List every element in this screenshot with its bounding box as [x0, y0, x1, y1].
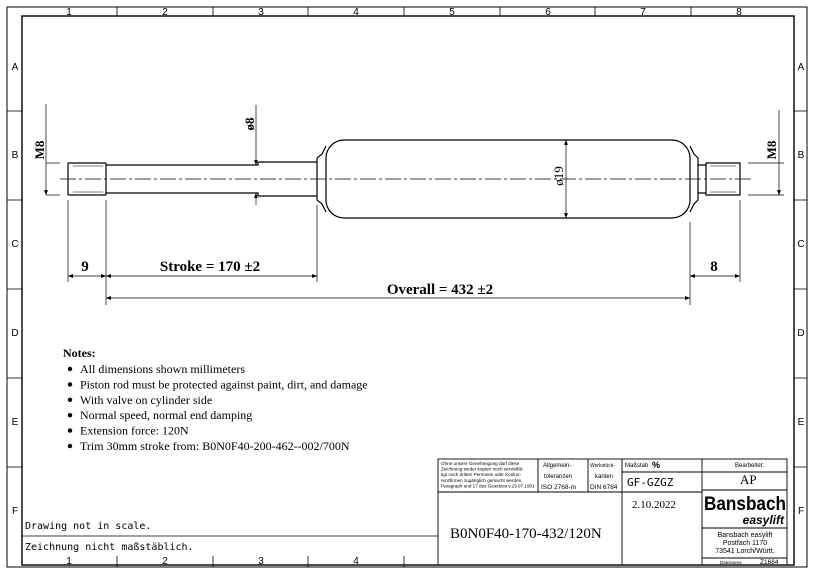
scale-note-en: Drawing not in scale.	[25, 521, 152, 532]
editor-label: Bearbeitet:	[735, 463, 765, 469]
zone-col-top-3: 3	[258, 7, 264, 18]
zone-col-bottom-2: 2	[162, 556, 168, 567]
copyright-line: tigt noch dritten Personen oder Konkur-	[441, 472, 522, 478]
zone-col-bottom-1: 1	[66, 556, 72, 567]
zone-col-top-4: 4	[353, 7, 359, 18]
zone-col-bottom-4: 4	[353, 556, 359, 567]
copyright-line: renzfirmen zugänglich gemacht werden.	[441, 477, 523, 483]
zone-col-top-6: 6	[545, 7, 551, 18]
copyright-line: Paragraph und 17 des Gesetzes v.19.07.1901	[441, 483, 535, 489]
dim-cylinder-diameter: ø19	[551, 166, 566, 186]
dim-rod-thread-length: 9	[81, 259, 89, 275]
copyright-line: Zeichnung weder kopiert noch vervielfäl-	[441, 466, 524, 472]
edge-label-1: Werkstück-	[590, 463, 615, 469]
editor-value: AP	[740, 472, 757, 487]
dimension-lines	[46, 104, 784, 305]
zone-row-left-F: F	[11, 506, 19, 517]
notes-list	[68, 362, 368, 453]
zone-col-top-2: 2	[162, 7, 168, 18]
copyright-line: Ohne unsere Genehmigung darf diese	[441, 461, 520, 466]
scale-note-de: Zeichnung nicht maßstäblich.	[25, 542, 194, 553]
dim-rod-diameter: ø8	[242, 117, 257, 131]
tolerance-label-1: Allgemein-	[543, 463, 572, 469]
zone-row-left-B: B	[11, 150, 19, 161]
zone-col-bottom-3: 3	[258, 556, 264, 567]
note-bullet	[68, 398, 72, 402]
note-item: Trim 30mm stroke from: B0N0F40-200-462--002/700N	[80, 439, 350, 453]
dim-stroke: Stroke = 170 ±2	[159, 259, 261, 275]
address-line: 73541 Lorch/Württ.	[715, 548, 775, 555]
note-bullet	[68, 428, 72, 432]
material: GF-GZGZ	[627, 476, 674, 489]
zone-row-right-C: C	[797, 239, 805, 250]
note-bullet	[68, 413, 72, 417]
notes-block	[63, 346, 368, 453]
part-number: B0N0F40-170-432/120N	[450, 526, 602, 542]
notes-heading: Notes:	[63, 346, 96, 360]
zone-row-right-B: B	[797, 150, 805, 161]
note-bullet	[68, 382, 72, 386]
note-item: Normal speed, normal end damping	[80, 408, 253, 423]
zone-row-right-D: D	[797, 328, 805, 339]
title-block-copyright	[441, 461, 535, 488]
zone-col-top-8: 8	[736, 7, 742, 18]
brand-logo: easylift	[742, 513, 784, 527]
zone-col-top-5: 5	[449, 7, 455, 18]
zone-col-top-7: 7	[640, 7, 646, 18]
tolerance-label-2: toleranzen	[544, 474, 573, 480]
dim-rod-thread: M8	[32, 140, 47, 160]
dim-end-thread: M8	[764, 140, 779, 160]
note-item: Extension force: 120N	[80, 423, 189, 438]
note-bullet	[68, 444, 72, 448]
company-address	[715, 532, 775, 555]
zone-row-right-F: F	[797, 506, 805, 517]
note-bullet	[68, 367, 72, 371]
note-item: Piston rod must be protected against paint, dirt, and damage	[80, 377, 368, 392]
date: 2.10.2022	[632, 499, 676, 511]
company-logo: Bansbach	[704, 494, 786, 515]
scale-label: Maßstab	[625, 463, 649, 469]
zone-row-left-A: A	[11, 62, 19, 73]
doc-value: Z1684	[760, 559, 779, 566]
address-line: Bansbach easylift	[717, 532, 773, 539]
title-block	[438, 459, 787, 566]
zone-row-left-D: D	[11, 328, 19, 339]
zone-row-left-E: E	[11, 417, 19, 428]
zone-col-top-1: 1	[66, 7, 72, 18]
tolerance-standard: ISO 2768-m	[541, 484, 577, 491]
note-item: All dimensions shown millimeters	[80, 362, 245, 376]
note-item: With valve on cylinder side	[80, 392, 213, 407]
dim-overall: Overall = 432 ±2	[386, 282, 494, 298]
zone-row-right-A: A	[797, 62, 805, 73]
dim-end-length: 8	[710, 259, 718, 275]
address-line: Postfach 1170	[722, 540, 768, 547]
zone-row-left-C: C	[11, 239, 19, 250]
edge-standard: DIN 6784	[590, 484, 618, 491]
edge-label-2: kanten	[595, 474, 614, 480]
doc-label: Dateiname	[720, 560, 742, 565]
zone-row-right-E: E	[797, 417, 805, 428]
scale-value: %	[652, 460, 661, 470]
